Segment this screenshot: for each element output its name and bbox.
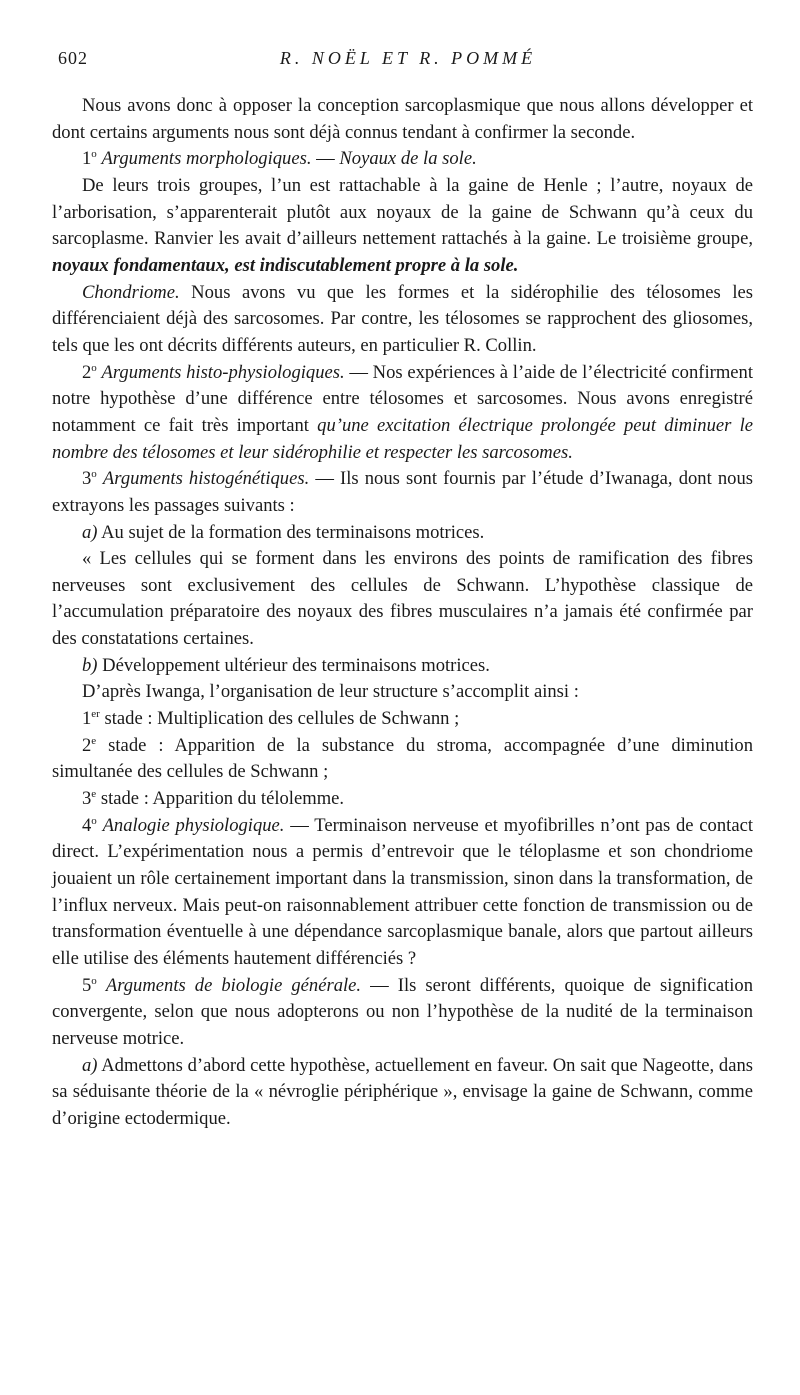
paragraph bbox=[52, 93, 753, 146]
text-run: 1 bbox=[82, 708, 92, 730]
paragraph bbox=[52, 679, 753, 706]
page-number: 602 bbox=[58, 48, 88, 68]
text-run: 1 bbox=[82, 148, 92, 170]
text-run: 3 bbox=[82, 468, 92, 490]
ordinal-superscript: o bbox=[91, 361, 97, 374]
text-run: stade : Apparition du télolemme. bbox=[96, 788, 345, 810]
italic-text: a) bbox=[82, 1054, 98, 1076]
text-run: — Nos expériences à l’aide de l’électricité confirment notre hypothèse d’une différence entre télosomes et sarcosomes. Nous avons enregistré notamment ce fait très important bbox=[52, 361, 753, 436]
text-run: Nous avons donc à opposer la conception sarcoplasmique que nous allons développer et dont certains arguments nous sont déjà connus tendant à confirmer la seconde. bbox=[52, 95, 753, 143]
ordinal-superscript: e bbox=[91, 787, 97, 800]
paragraph bbox=[52, 786, 753, 813]
italic-text: b) bbox=[82, 654, 98, 676]
ordinal-superscript: er bbox=[91, 707, 100, 720]
paragraph bbox=[52, 466, 753, 519]
text-run: — Ils seront différents, quoique de signification convergente, selon que nous adopterons ou non l’hypothèse de la nudité de la terminaison nerveuse motrice. bbox=[52, 974, 753, 1049]
italic-text: Arguments histo-physiologiques. bbox=[101, 361, 345, 383]
ordinal-superscript: o bbox=[91, 148, 97, 161]
text-run: — Ils nous sont fournis par l’étude d’Iwanaga, dont nous extrayons les passages suivants : bbox=[52, 468, 753, 516]
italic-text: qu’une excitation électrique prolongée peut diminuer le nombre des télosomes et leur sidérophilie et respecter les sarcosomes. bbox=[52, 414, 753, 463]
paragraph bbox=[52, 173, 753, 280]
text-run: Développement ultérieur des terminaisons motrices. bbox=[97, 654, 490, 676]
italic-text: a) bbox=[82, 521, 98, 543]
text-run: Admettons d’abord cette hypothèse, actuellement en faveur. On sait que Nageotte, dans sa séduisante théorie de la « névroglie périphérique », envisage la gaine de Schwann, comme d’origine ectodermique. bbox=[52, 1054, 753, 1129]
ordinal-superscript: e bbox=[91, 734, 97, 747]
paragraph bbox=[52, 360, 753, 467]
paragraph bbox=[52, 146, 753, 173]
paragraph bbox=[52, 1053, 753, 1133]
text-run: Au sujet de la formation des terminaisons motrices. bbox=[97, 521, 485, 543]
body-text bbox=[52, 93, 753, 1133]
text-run: Nous avons vu que les formes et la sidérophilie des télosomes les différenciaient déjà des sarcosomes. Par contre, les télosomes se rapprochent des gliosomes, tels que les ont décrits différents auteurs, en particulier R. Collin. bbox=[52, 281, 753, 356]
italic-text: Noyaux de la sole. bbox=[339, 148, 477, 170]
paragraph bbox=[52, 733, 753, 786]
paragraph bbox=[52, 973, 753, 1053]
italic-text: Arguments histogénétiques. bbox=[102, 468, 310, 490]
text-run: — Terminaison nerveuse et myofibrilles n’ont pas de contact direct. L’expérimentation nous a permis d’entrevoir que le téloplasme et son chondriome jouaient un rôle certainement important dans la transmission, sinon dans la transformation, de l’influx nerveux. Mais peut-on raisonnablement attribuer cette fonction de transmission ou de transformation éventuelle à une dépendance sarcoplasmique banale, alors que partout ailleurs elle utilise des éléments hautement différenciés ? bbox=[52, 814, 753, 969]
paragraph bbox=[52, 813, 753, 973]
text-run: 5 bbox=[82, 974, 92, 996]
paragraph bbox=[52, 653, 753, 680]
text-run: « Les cellules qui se forment dans les environs des points de ramification des fibres nerveuses sont exclusivement des cellules de Schwann. L’hypothèse classique de l’accumulation préparatoire des noyaux des fibres musculaires n’a jamais été confirmée par des constatations certaines. bbox=[52, 548, 753, 650]
text-run: 3 bbox=[82, 788, 92, 810]
text-run: 4 bbox=[82, 814, 92, 836]
paragraph bbox=[52, 546, 753, 653]
page-header bbox=[58, 48, 758, 78]
text-run: stade : Apparition de la substance du stroma, accompagnée d’une diminution simultanée des cellules de Schwann ; bbox=[52, 734, 753, 783]
paragraph bbox=[52, 280, 753, 360]
text-run: — bbox=[311, 148, 340, 170]
ordinal-superscript: o bbox=[91, 974, 97, 987]
italic-text: Arguments morphologiques. bbox=[101, 148, 312, 170]
bold-italic-text: noyaux fondamentaux, est indiscutablement propre à la sole. bbox=[52, 254, 519, 276]
paragraph bbox=[52, 520, 753, 547]
italic-text: Analogie physiologique. bbox=[102, 814, 285, 836]
italic-text: Chondriome. bbox=[82, 281, 180, 303]
ordinal-superscript: o bbox=[91, 814, 97, 827]
text-run: 2 bbox=[82, 734, 92, 756]
italic-text: Arguments de biologie générale. bbox=[105, 974, 362, 996]
text-run: stade : Multiplication des cellules de Schwann ; bbox=[99, 708, 460, 730]
text-run: De leurs trois groupes, l’un est rattachable à la gaine de Henle ; l’autre, noyaux de l’arborisation, s’apparenterait plutôt aux noyaux de la gaine de Schwann qu’à ceux du sarcoplasme. Ranvier les avait d’ailleurs nettement rattachés à la gaine. Le troisième groupe, bbox=[52, 174, 753, 250]
text-run: D’après Iwanga, l’organisation de leur structure s’accomplit ainsi : bbox=[82, 681, 579, 703]
text-run bbox=[97, 975, 106, 996]
ordinal-superscript: o bbox=[91, 468, 97, 480]
text-run: 2 bbox=[82, 361, 92, 383]
paragraph bbox=[52, 706, 753, 733]
running-title: R. NOËL ET R. POMMÉ bbox=[279, 48, 537, 68]
